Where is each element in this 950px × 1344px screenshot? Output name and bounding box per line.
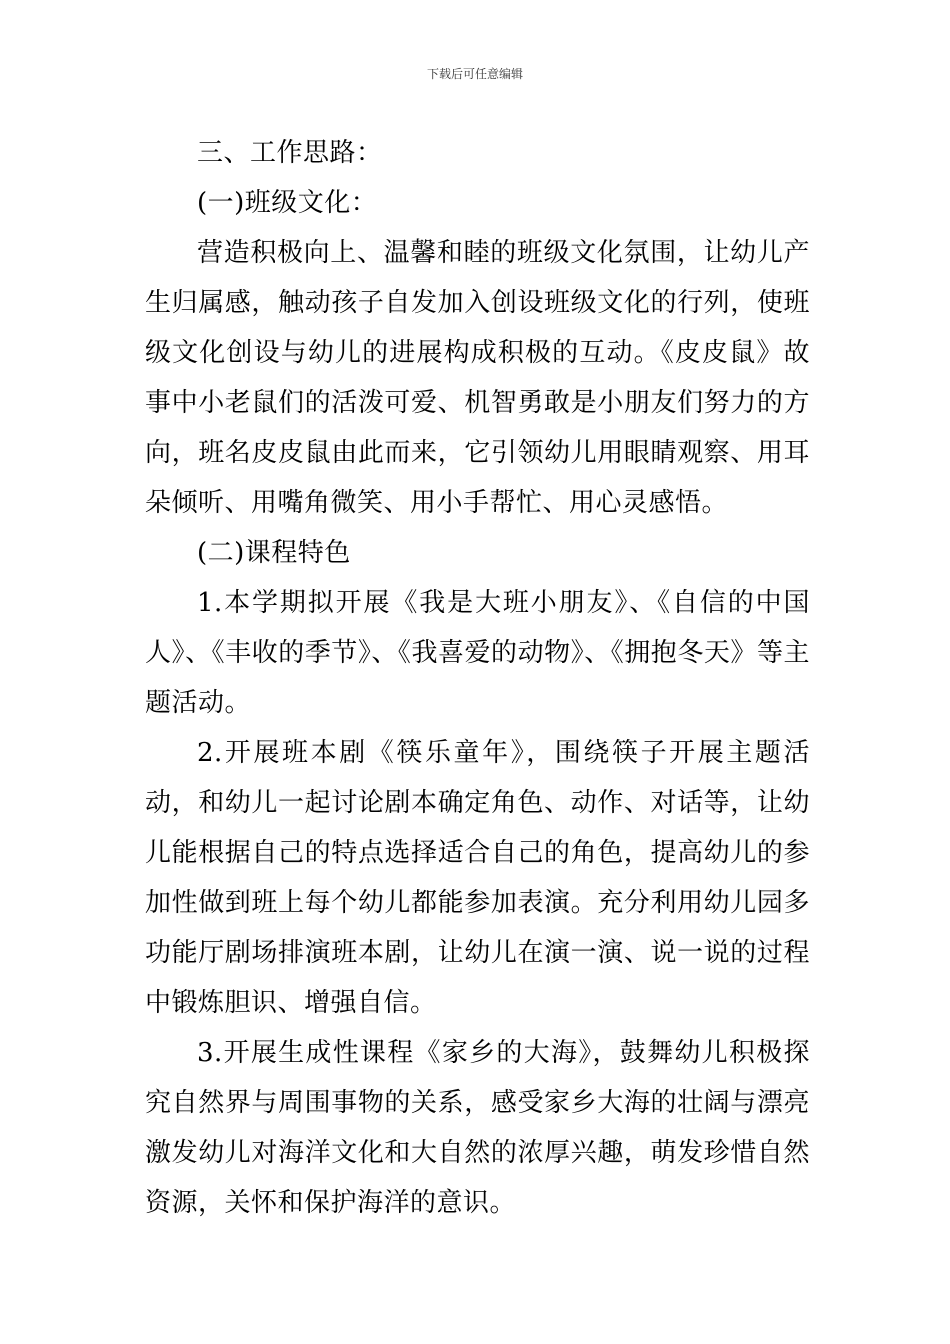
paragraph-class-culture: 营造积极向上、温馨和睦的班级文化氛围，让幼儿产生归属感，触动孩子自发加入创设班级文化的行列，使班级文化创设与幼儿的进展构成积极的互动。《皮皮鼠》故事中小老鼠们的活泼可爱、机智勇敢是小朋友们努力的方向，班名皮皮鼠由此而来，它引领幼儿用眼睛观察、用耳朵倾听、用嘴角微笑、用小手帮忙、用心灵感悟。 xyxy=(145,238,810,518)
subheading-class-culture: (一)班级文化： xyxy=(197,188,378,218)
section-heading-work-approach: 三、工作思路： xyxy=(197,138,383,168)
list-item-2: 2.开展班本剧《筷乐童年》，围绕筷子开展主题活动，和幼儿一起讨论剧本确定角色、动作、对话等，让幼儿能根据自己的特点选择适合自己的角色，提高幼儿的参加性做到班上每个幼儿都能参加表演。充分利用幼儿园多功能厅剧场排演班本剧，让幼儿在演一演、说一说的过程中锻炼胆识、增强自信。 xyxy=(145,738,810,1018)
document-body xyxy=(145,128,810,1228)
subheading-curriculum-features: (二)课程特色 xyxy=(197,538,351,568)
list-item-1: 1.本学期拟开展《我是大班小朋友》、《自信的中国人》、《丰收的季节》、《我喜爱的动物》、《拥抱冬天》等主题活动。 xyxy=(145,588,810,718)
header-note: 下载后可任意编辑 xyxy=(426,67,523,81)
list-item-3: 3.开展生成性课程《家乡的大海》，鼓舞幼儿积极探究自然界与周围事物的关系，感受家乡大海的壮阔与漂亮激发幼儿对海洋文化和大自然的浓厚兴趣，萌发珍惜自然资源，关怀和保护海洋的意识。 xyxy=(145,1038,810,1218)
